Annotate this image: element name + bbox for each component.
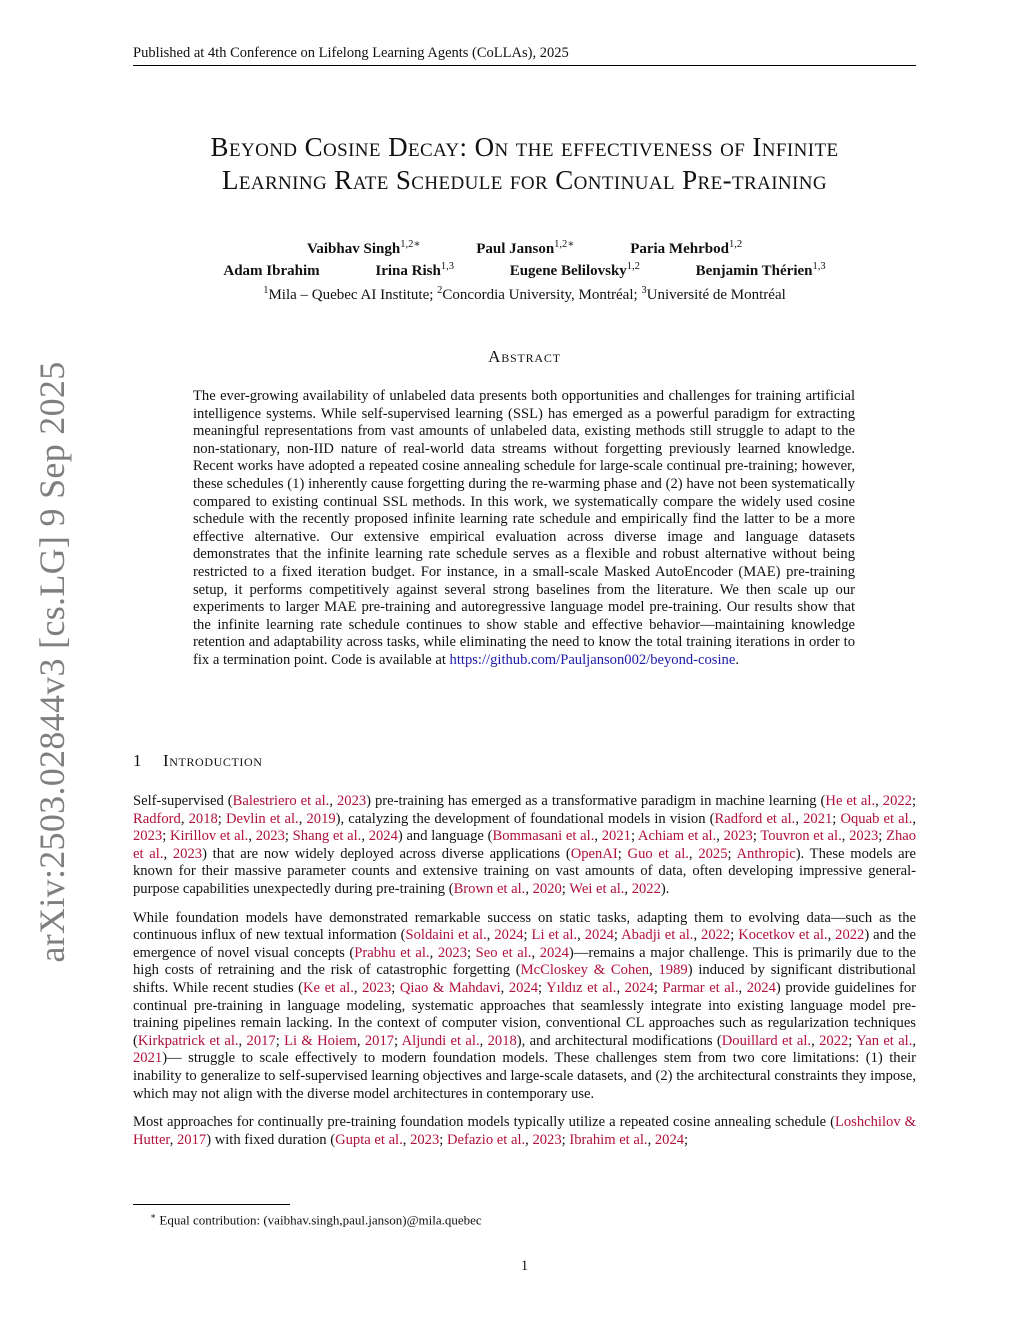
citation-link[interactable]: 2023 xyxy=(723,828,753,845)
citation-link[interactable]: Kirillov et al. xyxy=(169,828,249,845)
citation-link[interactable]: Ke et al. xyxy=(302,979,354,996)
citation-link[interactable]: 2018 xyxy=(188,810,218,827)
citation-link[interactable]: 2024 xyxy=(746,979,776,996)
code-link[interactable]: https://github.com/Pauljanson002/beyond-cosine xyxy=(449,651,736,668)
citation-link[interactable]: Prabhu et al. xyxy=(354,944,430,961)
section-heading-introduction: 1 Introduction xyxy=(133,751,263,770)
citation-link[interactable]: Aljundi et al. xyxy=(401,1032,480,1049)
citation-link[interactable]: Parmar et al. xyxy=(662,979,739,996)
arxiv-identifier: arXiv:2503.02844v3 [cs.LG] 9 Sep 2025 xyxy=(32,361,72,963)
citation-link[interactable]: 2020 xyxy=(532,880,562,897)
citation-link[interactable]: 2023 xyxy=(133,828,163,845)
citation-link[interactable]: 1989 xyxy=(658,962,688,979)
citation-link[interactable]: Shang et al. xyxy=(292,828,362,845)
citation-link[interactable]: He et al. xyxy=(825,793,876,809)
citation-link[interactable]: 2022 xyxy=(882,793,912,809)
citation-link[interactable]: 2017 xyxy=(177,1131,207,1148)
citation-link[interactable]: Qiao & Mahdavi xyxy=(399,979,501,996)
citation-link[interactable]: 2024 xyxy=(654,1131,685,1148)
citation-link[interactable]: 2021 xyxy=(601,828,631,845)
citation-link[interactable]: Zhao et al. xyxy=(133,828,917,862)
citation-link[interactable]: Ibrahim et al. xyxy=(569,1131,648,1148)
citation-link[interactable]: Seo et al. xyxy=(475,944,532,961)
citation-link[interactable]: 2019 xyxy=(306,810,336,827)
citation-link[interactable]: 2024 xyxy=(584,927,614,944)
citation-link[interactable]: Bommasani et al. xyxy=(492,828,595,845)
abstract-heading: Abstract xyxy=(488,347,561,366)
citation-link[interactable]: Anthropic xyxy=(736,845,796,862)
author-list xyxy=(133,236,916,280)
citation-link[interactable]: 2022 xyxy=(701,927,731,944)
citation-link[interactable]: Defazio et al. xyxy=(446,1131,526,1148)
citation-link[interactable]: 2024 xyxy=(539,944,569,961)
citation-link[interactable]: 2023 xyxy=(172,845,203,862)
author-row-1 xyxy=(133,236,916,258)
citation-link[interactable]: Li et al. xyxy=(531,927,578,944)
citation-link[interactable]: Yıldız et al. xyxy=(546,979,617,996)
footnote: ∗ Equal contribution: (vaibhav.singh,paul.janson)@mila.quebec xyxy=(150,1211,482,1228)
introduction-body xyxy=(133,793,916,1160)
citation-link[interactable]: 2024 xyxy=(508,979,539,996)
citation-link[interactable]: 2023 xyxy=(532,1131,562,1148)
citation-link[interactable]: Abadji et al. xyxy=(621,927,694,944)
citation-link[interactable]: Achiam et al. xyxy=(637,828,717,845)
citation-link[interactable]: 2023 xyxy=(362,979,392,996)
citation-link[interactable]: Yan et al. xyxy=(856,1032,913,1049)
citation-link[interactable]: 2023 xyxy=(255,828,285,845)
author: Benjamin Thérien$^{1,3}$ xyxy=(695,261,826,279)
author: Paria Mehrbod$^{1,2}$ xyxy=(630,239,743,257)
affiliations: $^1$Mila – Quebec AI Institute; $^2$Concordia University, Montréal; $^3$Université de Montréal xyxy=(263,285,786,303)
citation-link[interactable]: Oquab et al. xyxy=(840,810,913,827)
citation-link[interactable]: 2023 xyxy=(849,828,879,845)
citation-link[interactable]: Radford xyxy=(133,810,181,827)
citation-link[interactable]: Guo et al. xyxy=(627,845,689,862)
author: Irina Rish$^{1,3}$ xyxy=(375,261,454,279)
citation-link[interactable]: McCloskey & Cohen xyxy=(520,962,650,979)
author: Vaibhav Singh$^{1,2∗}$ xyxy=(306,239,421,257)
citation-link[interactable]: 2017 xyxy=(246,1032,276,1049)
citation-link[interactable]: Kocetkov et al. xyxy=(738,927,828,944)
author-row-2 xyxy=(133,258,916,280)
citation-link[interactable]: Gupta et al. xyxy=(335,1131,403,1148)
title-line-2: Learning Rate Schedule for Continual Pre-training xyxy=(221,165,828,195)
citation-link[interactable]: Soldaini et al. xyxy=(405,927,487,944)
citation-link[interactable]: Li & Hoiem xyxy=(284,1032,357,1049)
citation-link[interactable]: Balestriero et al. xyxy=(232,793,330,809)
citation-link[interactable]: Kirkpatrick et al. xyxy=(137,1032,239,1049)
citation-link[interactable]: Touvron et al. xyxy=(760,828,842,845)
citation-link[interactable]: 2023 xyxy=(336,793,367,809)
citation-link[interactable]: Wei et al. xyxy=(569,880,625,897)
citation-link[interactable]: 2023 xyxy=(410,1131,440,1148)
running-head: Published at 4th Conference on Lifelong Learning Agents (CoLLAs), 2025 xyxy=(133,44,916,66)
abstract-text: The ever-growing availability of unlabeled data presents both opportunities and challenges for training artificial intelligence systems. While self-supervised learning (SSL) has emerged as a powerful paradigm for extracting meaningful representations from vast amounts of unlabeled data, existing methods still struggle to adapt to the non-stationary, non-IID nature of real-world data streams without forgetting previously learned knowledge. Recent works have adopted a repeated cosine annealing schedule for large-scale continual pre-training; however, these schedules (1) inherently cause forgetting during the re-warming phase and (2) have not been systematically compared to existing continual SSL methods. In this work, we systematically compare the widely used cosine schedule with the recently proposed infinite learning rate schedule and empirically find the latter to be a more effective alternative. Our extensive empirical evaluation across diverse image and language datasets demonstrates that the infinite learning rate schedule serves as a flexible and robust alternative without being restricted to a fixed iteration budget. For instance, in a small-scale Masked AutoEncoder (MAE) pre-training setup, it performs competitively against several strong baselines from the literature. We then scale up our experiments to larger MAE pre-training and autoregressive language model pre-training. Our results show that the infinite learning rate schedule continues to show stable and effective behavior—maintaining knowledge retention and adaptability across tasks, while eliminating the need to know the total training iterations in order to fix a termination point. Code is available at https://github.com/Pauljanson002/beyond-cosine. xyxy=(193,388,855,668)
title-line-1: Beyond Cosine Decay: On the effectiveness of Infinite xyxy=(210,132,839,162)
citation-link[interactable]: 2017 xyxy=(364,1032,395,1049)
citation-link[interactable]: OpenAI xyxy=(570,845,618,862)
citation-link[interactable]: 2022 xyxy=(819,1032,849,1049)
footnote-divider xyxy=(133,1204,290,1205)
citation-link[interactable]: 2021 xyxy=(803,810,833,827)
citation-link[interactable]: 2025 xyxy=(698,845,728,862)
citation-link[interactable]: 2023 xyxy=(437,944,467,961)
citation-link[interactable]: 2024 xyxy=(368,828,398,845)
citation-link[interactable]: 2022 xyxy=(631,880,661,897)
citation-link[interactable]: 2021 xyxy=(133,1050,163,1067)
paragraph: Self-supervised (Balestriero et al., 2023) pre-training has emerged as a transformative paradigm in machine learning (He et al., 2022; Radford, 2018; Devlin et al., 2019), catalyzing the development of foundational models in vision (Radford et al., 2021; Oquab et al., 2023; Kirillov et al., 2023; Shang et al., 2024) and language (Bommasani et al., 2021; Achiam et al., 2023; Touvron et al., 2023; Zhao et al., 2023) that are now widely deployed across diverse applications (OpenAI; Guo et al., 2025; Anthropic). These models are known for their massive parameter counts and extensive training on vast amounts of data, often developing impressive general-purpose capabilities unexpectedly during pre-training (Brown et al., 2020; Wei et al., 2022). xyxy=(133,793,917,897)
citation-link[interactable]: 2024 xyxy=(494,927,524,944)
citation-link[interactable]: 2024 xyxy=(624,979,654,996)
author: Paul Janson$^{1,2∗}$ xyxy=(476,239,575,257)
citation-link[interactable]: 2022 xyxy=(835,927,865,944)
citation-link[interactable]: 2018 xyxy=(487,1032,517,1049)
paragraph: While foundation models have demonstrated remarkable success on static tasks, adapting them to evolving data—such as the continuous influx of new textual information (Soldaini et al., 2024; Li et al., 2024; Abadji et al., 2022; Kocetkov et al., 2022) and the emergence of novel visual concepts (Prabhu et al., 2023; Seo et al., 2024)—remains a major challenge. This is primarily due to the high costs of retraining and the risk of catastrophic forgetting (McCloskey & Cohen, 1989) induced by significant distributional shifts. While recent studies (Ke et al., 2023; Qiao & Mahdavi, 2024; Yıldız et al., 2024; Parmar et al., 2024) provide guidelines for continual pre-training in language modeling, systematic approaches that seamlessly integrate into existing language model pre-training pipelines remain lacking. In the context of computer vision, conventional CL approaches such as regularization techniques (Kirkpatrick et al., 2017; Li & Hoiem, 2017; Aljundi et al., 2018), and architectural modifications (Douillard et al., 2022; Yan et al., 2021)— struggle to scale effectively to modern foundation models. These challenges stem from two core limitations: (1) their inability to generalize to self-supervised learning objectives and large-scale datasets, and (2) the architectural constraints they impose, which may not align with the diverse model architectures in contemporary use. xyxy=(133,909,917,1102)
citation-link[interactable]: Devlin et al. xyxy=(225,810,299,827)
page-number: 1 xyxy=(520,1258,529,1274)
author: Eugene Belilovsky$^{1,2}$ xyxy=(509,261,640,279)
citation-link[interactable]: Radford et al. xyxy=(714,810,796,827)
citation-link[interactable]: Loshchilov & Hutter xyxy=(133,1114,916,1148)
author: Adam Ibrahim xyxy=(223,263,320,279)
paper-title xyxy=(133,131,916,197)
citation-link[interactable]: Douillard et al. xyxy=(721,1032,812,1049)
paragraph: Most approaches for continually pre-training foundation models typically utilize a repeated cosine annealing schedule (Loshchilov & Hutter, 2017) with fixed duration (Gupta et al., 2023; Defazio et al., 2023; Ibrahim et al., 2024; xyxy=(133,1114,916,1148)
citation-link[interactable]: Brown et al. xyxy=(453,880,526,897)
